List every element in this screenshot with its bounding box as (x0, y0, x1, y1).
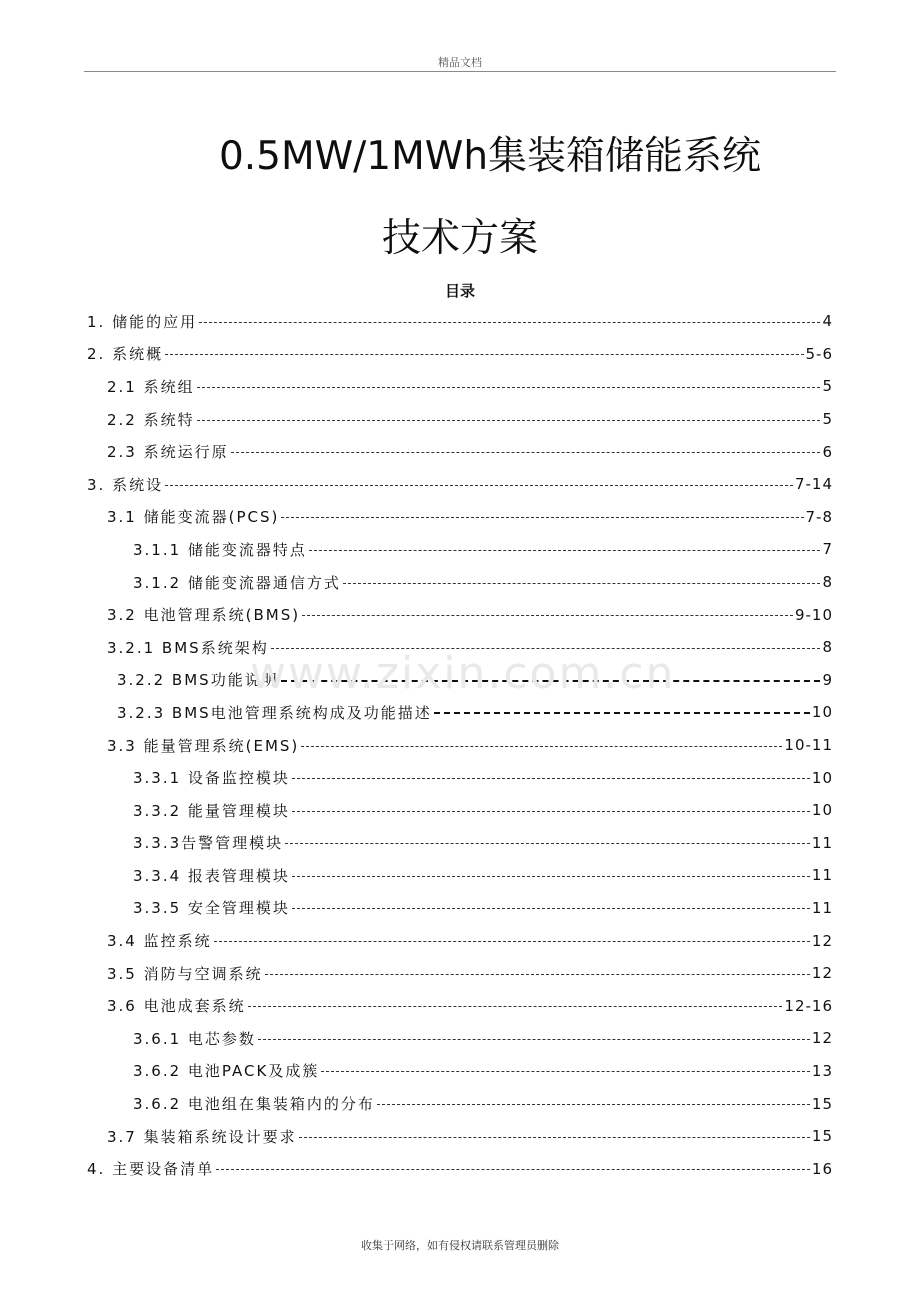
toc-entry[interactable] (87, 892, 833, 925)
toc-entry[interactable] (87, 338, 833, 371)
toc-entry-label: 2.1 系统组 (107, 377, 195, 396)
toc-entry-label: 3.6.1 电芯参数 (133, 1029, 256, 1048)
toc-entry-label: 2. 系统概 (87, 345, 164, 364)
toc-dot-leader (292, 908, 810, 909)
toc-entry[interactable] (87, 1152, 833, 1185)
toc-entry-page: 15 (811, 1094, 833, 1113)
toc-dot-leader (199, 322, 820, 323)
toc-dot-leader (165, 354, 803, 355)
table-of-contents (87, 305, 833, 1185)
toc-heading: 目录 (444, 282, 475, 300)
toc-entry-page: 5 (822, 410, 833, 429)
toc-dot-leader (299, 1137, 810, 1138)
toc-entry-label: 3.2 电池管理系统(BMS) (107, 606, 301, 625)
toc-entry-label: 3.1.1 储能变流器特点 (133, 540, 307, 559)
toc-entry[interactable] (87, 435, 833, 468)
toc-entry-page: 11 (811, 833, 833, 852)
toc-entry-page: 7 (822, 540, 833, 559)
toc-entry-page: 4 (822, 312, 833, 331)
toc-dot-leader (281, 517, 803, 518)
toc-entry[interactable] (87, 794, 833, 827)
toc-dot-leader (292, 876, 810, 877)
toc-entry[interactable] (87, 533, 833, 566)
toc-dot-leader (281, 680, 821, 682)
toc-dot-leader (321, 1071, 810, 1072)
toc-entry[interactable] (87, 598, 833, 631)
toc-dot-leader (231, 452, 821, 453)
toc-entry-label: 3.3.4 报表管理模块 (133, 866, 290, 885)
toc-dot-leader (292, 811, 810, 812)
toc-entry[interactable] (87, 501, 833, 534)
toc-entry-label: 3.3 能量管理系统(EMS) (107, 736, 300, 755)
toc-entry-label: 3.4 监控系统 (107, 932, 212, 951)
toc-dot-leader (197, 420, 821, 421)
toc-entry-label: 2.2 系统特 (107, 410, 195, 429)
toc-entry[interactable] (87, 957, 833, 990)
toc-dot-leader (377, 1104, 810, 1105)
toc-entry-page: 5 (822, 377, 833, 396)
toc-entry-page: 7-14 (794, 475, 833, 494)
toc-entry-label: 3.1 储能变流器(PCS) (107, 508, 280, 527)
page-header-text: 精品文档 (438, 56, 482, 69)
document-title-line2: 技术方案 (381, 216, 538, 261)
toc-entry-label: 3.3.1 设备监控模块 (133, 769, 290, 788)
toc-entry[interactable] (87, 1120, 833, 1153)
toc-entry-page: 13 (811, 1061, 833, 1080)
toc-entry-label: 3.3.2 能量管理模块 (133, 801, 290, 820)
toc-entry[interactable] (87, 1087, 833, 1120)
toc-entry-label: 3.5 消防与空调系统 (107, 964, 263, 983)
toc-entry-label: 3.6.2 电池PACK及成簇 (133, 1062, 320, 1081)
toc-entry-page: 15 (811, 1127, 833, 1146)
toc-entry-page: 7-8 (805, 507, 833, 526)
toc-entry-page: 6 (822, 442, 833, 461)
toc-entry[interactable] (87, 1022, 833, 1055)
toc-entry-label: 3.6 电池成套系统 (107, 997, 246, 1016)
toc-dot-leader (271, 648, 821, 649)
toc-entry[interactable] (87, 566, 833, 599)
toc-entry[interactable] (87, 924, 833, 957)
toc-dot-leader (248, 1006, 783, 1007)
toc-entry-label: 3.6.2 电池组在集装箱内的分布 (133, 1095, 375, 1114)
watermark-text: www.zixin.com.cn (250, 648, 676, 699)
toc-entry-page: 12 (811, 964, 833, 983)
page-footer-text: 收集于网络，如有侵权请联系管理员删除 (361, 1239, 559, 1252)
document-title-line1: 0.5MW/1MWh集装箱储能系统 (218, 134, 762, 179)
toc-entry-page: 5-6 (805, 344, 833, 363)
toc-entry-page: 10-11 (784, 736, 833, 755)
toc-entry[interactable] (87, 370, 833, 403)
toc-dot-leader (214, 941, 810, 942)
toc-entry-label: 3.1.2 储能变流器通信方式 (133, 573, 341, 592)
toc-dot-leader (302, 615, 793, 616)
toc-entry[interactable] (87, 827, 833, 860)
toc-dot-leader (216, 1169, 810, 1170)
toc-dot-leader (197, 387, 821, 388)
toc-dot-leader (343, 583, 821, 584)
toc-entry-label: 2.3 系统运行原 (107, 443, 229, 462)
toc-entry-page: 11 (811, 866, 833, 885)
toc-entry-page: 8 (822, 573, 833, 592)
toc-entry-page: 10 (811, 801, 833, 820)
toc-entry-page: 9-10 (794, 605, 833, 624)
toc-entry[interactable] (87, 403, 833, 436)
toc-entry-page: 12 (811, 931, 833, 950)
toc-entry[interactable] (87, 305, 833, 338)
toc-entry-page: 10 (811, 703, 833, 722)
toc-entry-page: 12-16 (784, 996, 833, 1015)
toc-entry-page: 10 (811, 768, 833, 787)
toc-entry-label: 3.3.3告警管理模块 (133, 834, 284, 853)
toc-entry-page: 9 (822, 670, 833, 689)
toc-entry-label: 3.7 集装箱系统设计要求 (107, 1127, 297, 1146)
toc-dot-leader (301, 746, 782, 747)
toc-entry-page: 8 (822, 638, 833, 657)
toc-entry-label: 3.2.3 BMS电池管理系统构成及功能描述 (117, 703, 432, 722)
toc-entry[interactable] (87, 664, 833, 697)
toc-entry[interactable] (87, 761, 833, 794)
toc-entry[interactable] (87, 1055, 833, 1088)
toc-entry-label: 3. 系统设 (87, 475, 164, 494)
toc-entry[interactable] (87, 631, 833, 664)
toc-entry-label: 3.2.1 BMS系统架构 (107, 638, 269, 657)
header-divider (84, 71, 836, 72)
toc-dot-leader (165, 485, 793, 486)
toc-dot-leader (265, 974, 810, 975)
toc-entry-page: 16 (811, 1159, 833, 1178)
toc-dot-leader (309, 550, 821, 551)
toc-dot-leader (292, 778, 810, 779)
toc-entry[interactable] (87, 989, 833, 1022)
toc-dot-leader (258, 1039, 810, 1040)
toc-dot-leader (285, 843, 810, 844)
toc-entry[interactable] (87, 468, 833, 501)
toc-entry-label: 4. 主要设备清单 (87, 1160, 215, 1179)
toc-entry-label: 1. 储能的应用 (87, 312, 198, 331)
toc-entry[interactable] (87, 696, 833, 729)
toc-entry-label: 3.3.5 安全管理模块 (133, 899, 290, 918)
toc-entry-label: 3.2.2 BMS功能说明 (117, 671, 279, 690)
toc-entry[interactable] (87, 859, 833, 892)
toc-entry[interactable] (87, 729, 833, 762)
toc-entry-page: 11 (811, 898, 833, 917)
toc-dot-leader (434, 712, 810, 714)
toc-entry-page: 12 (811, 1029, 833, 1048)
